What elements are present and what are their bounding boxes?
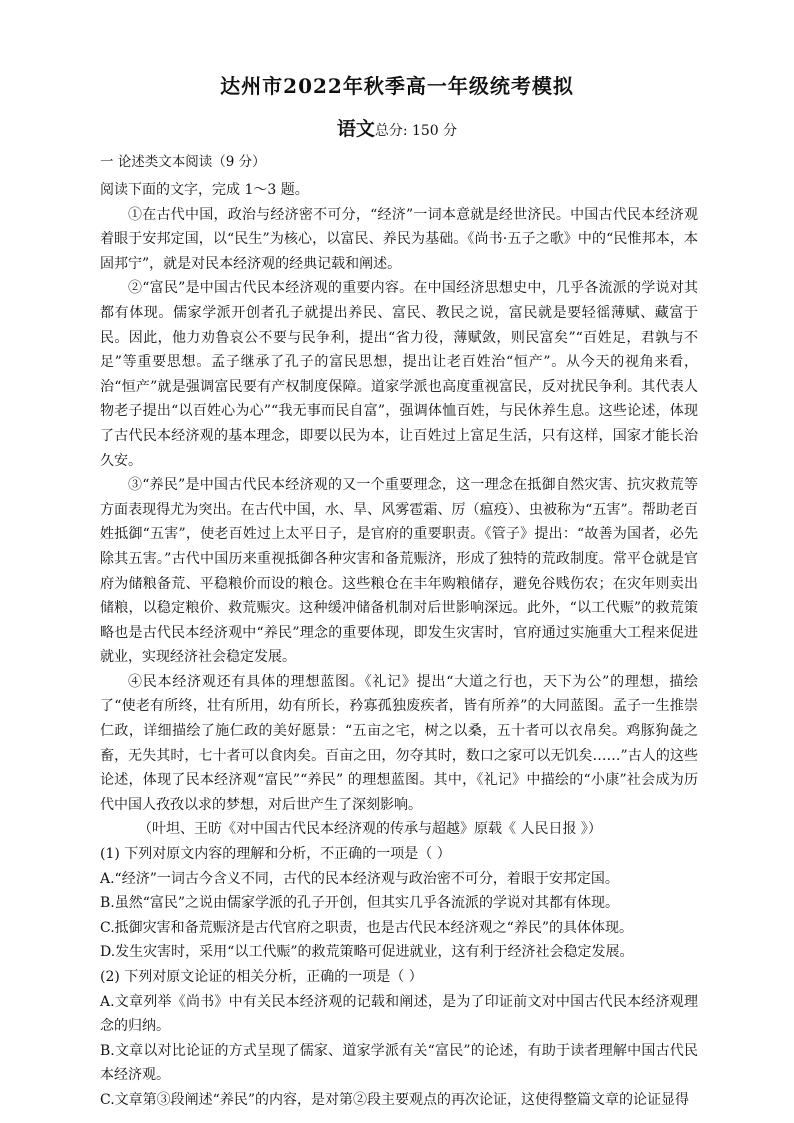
subject-line — [0, 114, 794, 141]
paragraph-3: ③“养民”是中国古代民本经济观的又一个重要理念，这一理念在抵御自然灾害、抗灾救荒等方面表现得尤为突出。在古代中国，水、旱、风雾雹霜、厉（瘟疫）、虫被称为“五害”。帮助老百姓抵御“五害”，使老百姓过上太平日子，是官府的重要职责。《管子》提出：“故善为国者，必先除其五害。”古代中国历来重视抵御各种灾害和备荒赈济，形成了独特的荒政制度。常平仓就是官府为储粮备荒、平稳粮价而设的粮仓。这些粮仓在丰年购粮储存，避免谷贱伤农；在灾年则卖出储粮，以稳定粮价、救荒赈灾。这种缓冲储备机制对后世影响深远。此外，“以工代赈”的救荒策略也是古代民本经济观中“养民”理念的重要体现，即发生灾害时，官府通过实施重大工程来促进就业，实现经济社会稳定发展。 — [100, 477, 698, 666]
question-2-option-c: C.文章第③段阐述“养民”的内容，是对第②段主要观点的再次论证，这使得整篇文章的论证显得 — [100, 1091, 689, 1108]
question-1-option-d: D.发生灾害时，采用“以工代赈”的救荒策略可促进就业，这有利于经济社会稳定发展。 — [100, 944, 634, 961]
exam-title: 达州市2022年秋季高一年级统考模拟 — [220, 74, 574, 98]
source-citation: （叶坦、王昉《对中国古代民本经济观的传承与超越》原载《 人民日报 》） — [138, 821, 602, 838]
paragraph-4: ④民本经济观还有具体的理想蓝图。《礼记》提出“大道之行也，天下为公”的理想，描绘了“使老有所终，壮有所用，幼有所长，矜寡孤独废疾者，皆有所养”的大同蓝图。孟子一生推崇仁政，详细描绘了施仁政的美好愿景：“五亩之宅，树之以桑，五十者可以衣帛矣。鸡豚狗彘之畜，无失其时，七十者可以食肉矣。百亩之田，勿夺其时，数口之家可以无饥矣……”古人的这些论述，体现了民本经济观“富民”“养民” 的理想蓝图。其中，《礼记》中描绘的“小康”社会成为历代中国人孜孜以求的梦想，对后世产生了深刻影响。 — [100, 673, 698, 813]
paragraph-1: ①在古代中国，政治与经济密不可分，“经济”一词本意就是经世济民。中国古代民本经济观着眼于安邦定国，以“民生”为核心，以富民、养民为基础。《尚书·五子之歌》中的“民惟邦本，本固邦宁”，就是对民本经济观的经典记载和阐述。 — [100, 206, 698, 272]
question-1-option-b: B.虽然“富民”之说由儒家学派的孔子开创，但其实几乎各流派的学说对其都有体现。 — [100, 895, 620, 912]
section-heading: 一 论述类文本阅读（9 分） — [100, 154, 266, 170]
paragraph-2: ②“富民”是中国古代民本经济观的重要内容。在中国经济思想史中，几乎各流派的学说对其都有体现。儒家学派开创者孔子就提出养民、富民、教民之说，富民就是要轻徭薄赋、藏富于民。因此，他力劝鲁哀公不要与民争利，提出“省力役，薄赋敛，则民富矣”“百姓足，君孰与不足”等重要思想。孟子继承了孔子的富民思想，提出让老百姓治“恒产”。从今天的视角来看，治“恒产”就是强调富民要有产权制度保障。道家学派也高度重视富民，反对扰民争利。其代表人物老子提出“以百姓心为心”“我无事而民自富”，强调体恤百姓，与民休养生息。这些论述，体现了古代民本经济观的基本理念，即要以民为本，让百姓过上富足生活，只有这样，国家才能长治久安。 — [100, 280, 698, 469]
subject-name: 语文 — [336, 118, 375, 140]
question-2-option-b: B.文章以对比论证的方式呈现了儒家、道家学派有关“富民”的论述，有助于读者理解中国古代民本经济观。 — [100, 1042, 698, 1084]
question-2-stem: (2) 下列对原文论证的相关分析，正确的一项是（ ） — [100, 969, 423, 985]
instruction-text: 阅读下面的文字，完成 1～3 题。 — [100, 182, 309, 198]
question-1-option-c: C.抵御灾害和备荒赈济是古代官府之职责，也是古代民本经济观之“养民”的具体体现。 — [100, 919, 633, 936]
question-2-option-a: A.文章列举《尚书》中有关民本经济观的记载和阐述，是为了印证前文对中国古代民本经济观理念的归纳。 — [100, 993, 698, 1035]
question-1-option-a: A.“经济”一词古今含义不同，古代的民本经济观与政治密不可分，着眼于安邦定国。 — [100, 870, 619, 887]
total-score: 总分: 150 分 — [374, 123, 458, 139]
question-1-stem: (1) 下列对原文内容的理解和分析，不正确的一项是（ ） — [100, 846, 451, 863]
reading-body — [100, 178, 698, 1113]
